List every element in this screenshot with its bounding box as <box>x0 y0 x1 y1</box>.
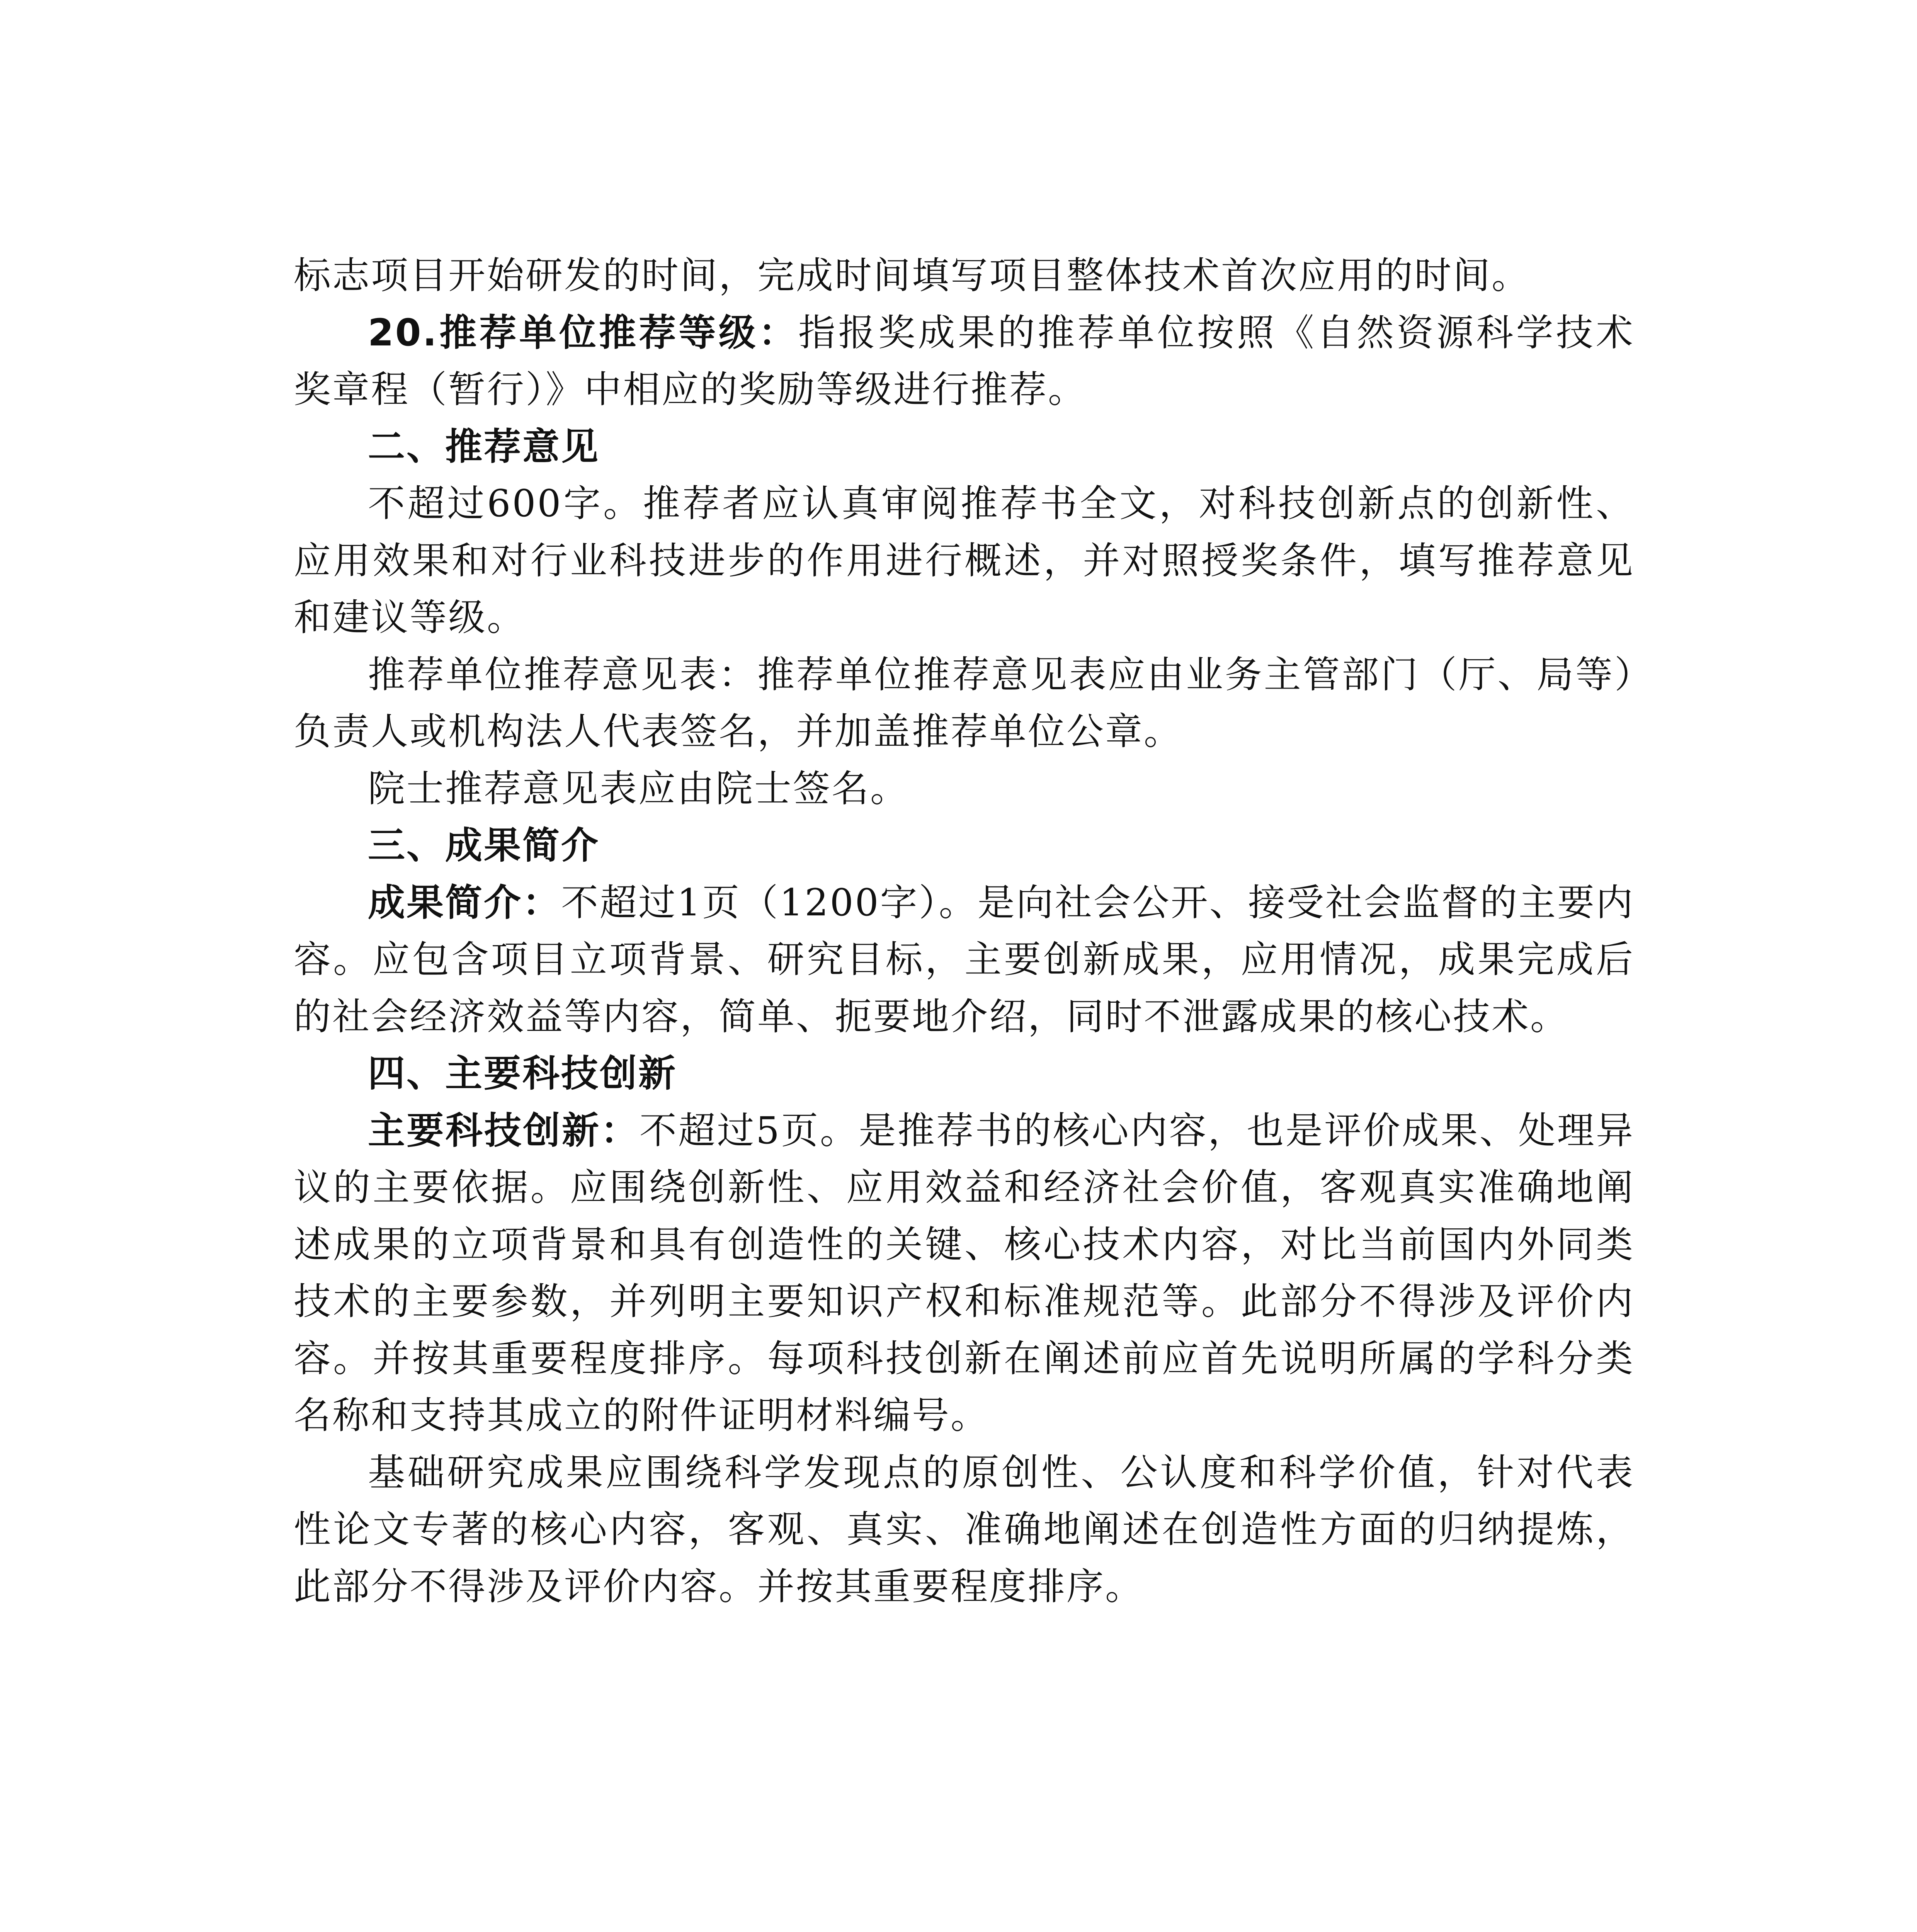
paragraph-innovation <box>294 1102 1635 1444</box>
paragraph-text: 推荐单位推荐意见表：推荐单位推荐意见表应由业务主管部门（厅、局等）负责人或机构法人代表签名，并加盖推荐单位公章。 <box>294 653 1635 753</box>
paragraph-text: 标志项目开始研发的时间，完成时间填写项目整体技术首次应用的时间。 <box>294 254 1530 297</box>
paragraph-basic-research <box>294 1444 1635 1616</box>
paragraph-lead: 成果简介： <box>368 881 561 924</box>
paragraph-text: 不超过1页（1200字）。是向社会公开、接受社会监督的主要内容。应包含项目立项背景、研究目标，主要创新成果，应用情况，成果完成后的社会经济效益等内容，简单、扼要地介绍，同时不泄露成果的核心技术。 <box>294 881 1635 1038</box>
paragraph-lead: 20.推荐单位推荐等级： <box>368 311 799 354</box>
paragraph-text: 不超过600字。推荐者应认真审阅推荐书全文，对科技创新点的创新性、应用效果和对行业科技进步的作用进行概述，并对照授奖条件，填写推荐意见和建议等级。 <box>294 482 1635 639</box>
paragraph-text: 基础研究成果应围绕科学发现点的原创性、公认度和科学价值，针对代表性论文专著的核心内容，客观、真实、准确地阐述在创造性方面的归纳提炼，此部分不得涉及评价内容。并按其重要程度排序。 <box>294 1451 1635 1608</box>
paragraph-summary <box>294 874 1635 1046</box>
paragraph-lead: 主要科技创新： <box>368 1109 640 1152</box>
paragraph-dates <box>294 247 1635 304</box>
paragraph-recommend-grade <box>294 304 1635 418</box>
paragraph-recommendation-limit <box>294 475 1635 646</box>
section-heading-summary: 三、成果简介 <box>368 824 600 867</box>
paragraph-academician-form <box>294 760 1635 818</box>
paragraph-unit-opinion-form <box>294 646 1635 760</box>
paragraph-text: 指报奖成果的推荐单位按照《自然资源科学技术奖章程（暂行）》中相应的奖励等级进行推荐。 <box>294 311 1635 411</box>
paragraph-text: 不超过5页。是推荐书的核心内容，也是评价成果、处理异议的主要依据。应围绕创新性、应用效益和经济社会价值，客观真实准确地阐述成果的立项背景和具有创造性的关键、核心技术内容，对比当前国内外同类技术的主要参数，并列明主要知识产权和标准规范等。此部分不得涉及评价内容。并按其重要程度排序。每项科技创新在阐述前应首先说明所属的学科分类名称和支持其成立的附件证明材料编号。 <box>294 1109 1635 1437</box>
paragraph-text: 院士推荐意见表应由院士签名。 <box>368 767 909 810</box>
document-body <box>294 247 1635 1615</box>
section-heading-innovation: 四、主要科技创新 <box>368 1052 677 1095</box>
section-heading-recommendation: 二、推荐意见 <box>368 425 600 468</box>
